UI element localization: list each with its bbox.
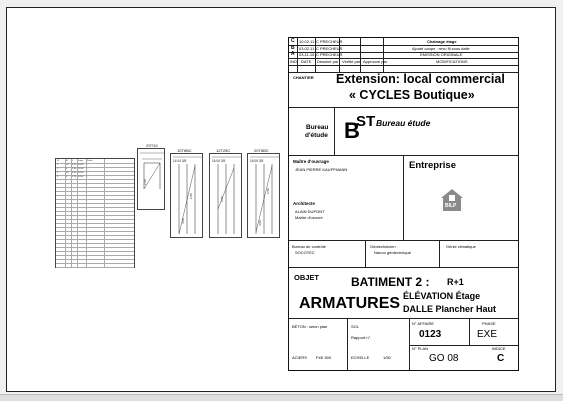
schedule-row-line <box>56 179 134 180</box>
schedule-cell: L <box>72 159 74 162</box>
schedule-row-line <box>56 215 134 216</box>
objet-armatures: ARMATURES <box>299 295 401 312</box>
architecte-role: Maître d'oeuvre <box>295 215 323 220</box>
controle-label: Bureau de contrôle <box>292 244 326 249</box>
svg-text:14 04 3/5: 14 04 3/5 <box>173 159 187 163</box>
schedule-cell: 1,80 <box>72 167 77 170</box>
schedule-row-line <box>56 247 134 248</box>
svg-text:2,30: 2,30 <box>143 179 147 185</box>
schedule-row-line <box>56 255 134 256</box>
schedule-row-line <box>56 183 134 184</box>
maitre-ouvrage-name: JEAN PIERRE KAUFFMANN <box>295 167 348 172</box>
schedule-cell: 24,00 <box>78 175 84 178</box>
schedule-cell: Long <box>78 159 83 162</box>
drawing-sheet <box>6 7 556 392</box>
indice-label: INDICE <box>492 346 506 351</box>
schedule-row-line <box>56 187 134 188</box>
revision-header-approuve: Approuvé par <box>363 59 388 64</box>
rebar-panel-title: 20T6BC <box>254 148 269 153</box>
indice-value: C <box>497 353 505 364</box>
schedule-row-line <box>56 195 134 196</box>
schedule-row-line <box>56 223 134 224</box>
schedule-cell: 54,00 <box>78 171 84 174</box>
svg-text:16 06 3/5: 16 06 3/5 <box>212 159 226 163</box>
genie-label: Génie climatique <box>446 244 476 249</box>
logo-letter-b: B <box>344 118 360 143</box>
chantier-label: CHANTIER <box>293 75 314 80</box>
entreprise-label: Entreprise <box>409 160 456 171</box>
revision-description: Chainage étage <box>427 39 457 44</box>
aciers-value: FeE 500 <box>316 355 332 360</box>
schedule-row-line <box>56 211 134 212</box>
revision-index: A <box>291 51 295 57</box>
architecte-name: ALAIN DUPONT <box>295 209 325 214</box>
controle-value: SOCOTEC <box>295 250 315 255</box>
schedule-row-line <box>56 203 134 204</box>
rebar-panel-2 <box>170 148 203 238</box>
schedule-cell: ... <box>87 171 89 174</box>
logo-letter-t: T <box>366 113 376 130</box>
schedule-cell: 6 <box>66 175 68 178</box>
schedule-cell: Poids <box>87 159 93 162</box>
phase-value: EXE <box>477 329 498 340</box>
schedule-cell: 18,00 <box>78 167 84 170</box>
entreprise-logo <box>441 189 463 213</box>
revision-description: EMISSION ORIGINALE <box>420 52 463 57</box>
schedule-row-line <box>56 259 134 260</box>
geotech-label: Géotechnicien <box>370 244 396 249</box>
revision-header-verifie: Vérifié par <box>342 59 361 64</box>
schedule-cell: 64,00 <box>78 163 84 166</box>
chantier-subtitle: « CYCLES Boutique» <box>349 88 475 102</box>
rebar-panel-1 <box>137 143 165 210</box>
sol-label: SOL <box>351 324 360 329</box>
schedule-cell: 1,20 <box>72 175 77 178</box>
schedule-cell: 3,20 <box>72 163 77 166</box>
plan-label: N° PLAN <box>412 346 429 351</box>
rebar-panel-title: 10T6BC <box>177 148 192 153</box>
bureau-label: Bureau <box>306 124 329 131</box>
revision-date: 03.11.10 <box>299 52 315 57</box>
schedule-cell: 6 <box>66 167 68 170</box>
entreprise-logo-text: BILP <box>445 203 457 209</box>
schedule-cell: 4,50 <box>72 171 77 174</box>
rebar-panel-4 <box>247 148 280 238</box>
schedule-row-line <box>56 207 134 208</box>
schedule-row-line <box>56 239 134 240</box>
schedule-cell: 4 <box>57 175 59 178</box>
schedule-cell: ... <box>87 175 89 178</box>
objet-elevation: ÉLÉVATION Étage <box>403 291 481 301</box>
svg-text:18 08 3/5: 18 08 3/5 <box>250 159 264 163</box>
schedule-cell: 25 <box>66 171 69 174</box>
architecte-label: Architecte <box>293 201 316 206</box>
rebar-panel-title: 12T25C <box>216 148 231 153</box>
svg-text:2,50: 2,50 <box>266 188 270 194</box>
svg-text:4,00: 4,00 <box>258 220 262 226</box>
affaire-label: N° AFFAIRE <box>412 321 435 326</box>
revision-index: B <box>291 45 295 51</box>
bending-schedule-table <box>55 158 135 268</box>
echelle-label: ECHELLE <box>351 355 370 360</box>
objet-dalle: DALLE Plancher Haut <box>403 304 497 314</box>
revision-header-ind: IND <box>290 59 297 64</box>
schedule-row-line <box>56 231 134 232</box>
revision-header-dessine: Dessiné par <box>317 59 339 64</box>
objet-level: R+1 <box>447 277 464 287</box>
aciers-label: ACIERS <box>292 355 307 360</box>
schedule-row-line <box>56 219 134 220</box>
svg-text:2,50: 2,50 <box>220 196 224 202</box>
beton-label: BÉTON : selon plan <box>292 324 328 329</box>
revision-header-date: DATE <box>301 59 312 64</box>
schedule-cell: N° <box>57 159 60 162</box>
title-block <box>288 37 519 371</box>
phase-label: PHASE <box>482 321 496 326</box>
schedule-cell: 3 <box>57 171 59 174</box>
sol-rapport: Rapport n°. <box>351 335 372 340</box>
rebar-panel-title: 2ST10 <box>146 143 158 148</box>
bureau-label-2: d'étude <box>305 132 328 139</box>
schedule-row-line <box>56 199 134 200</box>
revision-date: 10.02.11 <box>299 39 315 44</box>
svg-text:4,00: 4,00 <box>181 218 185 224</box>
schedule-cell: ... <box>87 167 89 170</box>
revision-author: C PRECHEUR <box>316 39 343 44</box>
logo-text: Bureau étude <box>376 118 431 128</box>
schedule-cell: ... <box>87 163 89 166</box>
objet-label: OBJET <box>294 273 320 282</box>
revision-author: C PRECHEUR <box>316 46 343 51</box>
maitre-ouvrage-label: Maître d'ouvrage <box>293 159 329 164</box>
revision-index: C <box>291 38 295 44</box>
revision-header-modifications: MODIFICATIONS <box>436 59 468 64</box>
echelle-value: 1/50 <box>383 355 391 360</box>
schedule-row-line <box>56 243 134 244</box>
schedule-row-line <box>56 267 134 268</box>
schedule-row-line <box>56 191 134 192</box>
schedule-row-line <box>56 263 134 264</box>
schedule-row-line <box>56 167 134 168</box>
revision-author: C PRECHEUR <box>316 52 343 57</box>
geotech-value: Nanou géotechnique <box>374 250 411 255</box>
affaire-value: 0123 <box>419 329 442 340</box>
schedule-cell: Ø <box>66 159 68 162</box>
schedule-cell: 1 <box>57 163 59 166</box>
revision-description: Ajouté coupe : revu fil sous dalle <box>412 46 470 51</box>
bureau-logo <box>344 114 454 150</box>
schedule-row-line <box>56 227 134 228</box>
plan-value: GO 08 <box>429 353 459 364</box>
schedule-row-line <box>56 251 134 252</box>
rebar-panel-3 <box>209 148 242 238</box>
objet-batiment: BATIMENT 2 : <box>351 275 430 289</box>
schedule-cell: 10 <box>66 163 69 166</box>
svg-text:2,50: 2,50 <box>189 193 193 199</box>
revision-date: 03.02.11 <box>299 46 315 51</box>
chantier-title: Extension: local commercial <box>336 72 505 86</box>
schedule-row-line <box>56 235 134 236</box>
schedule-row-line <box>56 175 134 176</box>
schedule-cell: 2 <box>57 167 59 170</box>
logo-letter-s: S <box>356 113 367 130</box>
